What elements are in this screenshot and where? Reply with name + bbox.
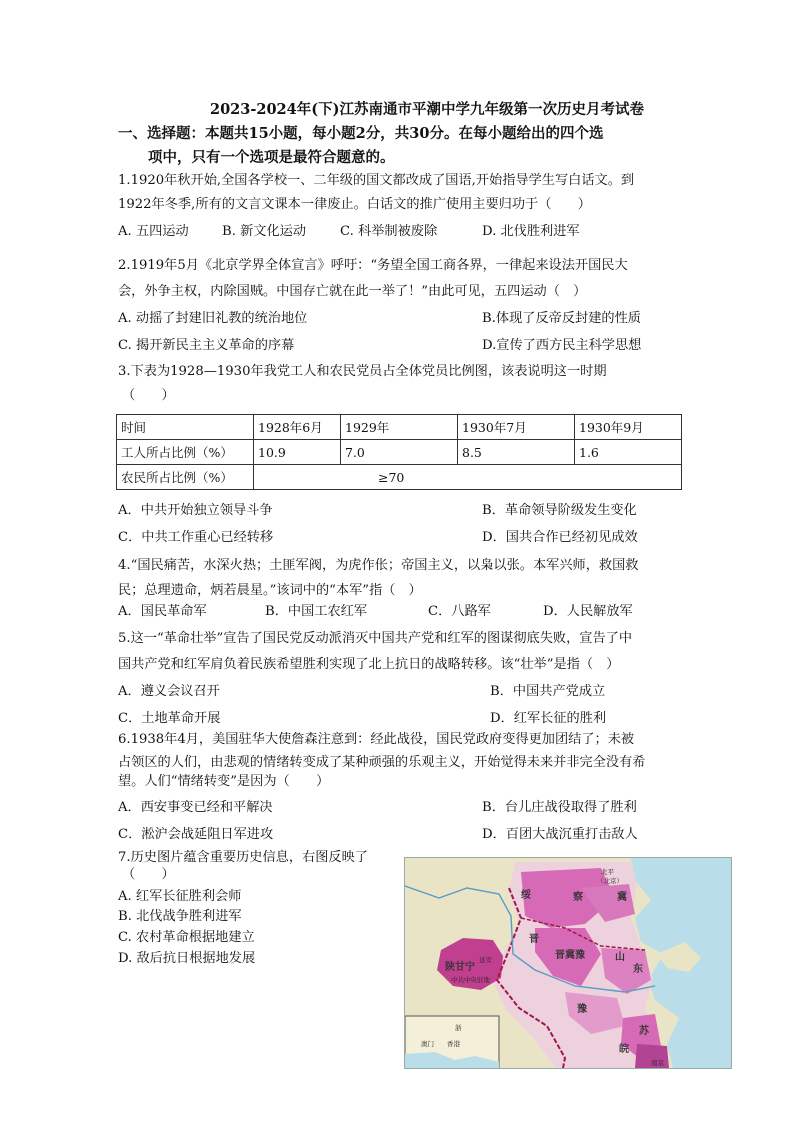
map-label-nanjing: 南京 <box>651 1059 664 1067</box>
q4-stem: 4.“国民痛苦，水深火热；土匪军阀，为虎作伥；帝国主义，以枭以张。本军兴师，救国救 <box>118 558 639 573</box>
table-header-cell: 1930年7月 <box>458 415 575 440</box>
table-row-label: 工人所占比例（%） <box>117 440 254 465</box>
map-label-wan: 皖 <box>619 1044 629 1055</box>
q7-stem: 7.历史图片蕴含重要历史信息，右图反映了 <box>118 850 368 865</box>
table-row-label: 农民所占比例（%） <box>117 465 254 490</box>
map-label-yu: 豫 <box>577 1004 587 1015</box>
q4-option-a[interactable]: A．国民革命军 <box>118 604 207 619</box>
q2-stem-cont: 会，外争主权，内除国贼。中国存亡就在此一举了！”由此可见，五四运动（ ） <box>118 284 587 299</box>
q2-option-b[interactable]: B.体现了反帝反封建的性质 <box>482 311 641 326</box>
table-row <box>117 440 682 465</box>
map-label-dong: 东 <box>633 964 643 975</box>
map-label-su: 苏 <box>639 1026 649 1037</box>
q2-option-c[interactable]: C. 揭开新民主主义革命的序幕 <box>118 338 295 353</box>
map-label-jinjiyu: 晋冀豫 <box>555 950 585 961</box>
q7-stem-cont: （ ） <box>122 867 175 882</box>
q1-stem-cont: 1922年冬季,所有的文言文课本一律废止。白话文的推广使用主要归功于（ ） <box>118 197 591 212</box>
q4-option-c[interactable]: C．八路军 <box>428 604 491 619</box>
q3-option-b[interactable]: B．革命领导阶级发生变化 <box>482 503 637 518</box>
q2-stem: 2.1919年5月《北京学界全体宣言》呼吁：“务望全国工商各界，一律起来设法开国民大 <box>118 258 628 273</box>
map-label-shaan-gan-ning: 陕甘宁 <box>445 962 475 973</box>
q4-stem-cont: 民；总理遗命，炳若晨星。”该词中的“本军”指（ ） <box>118 583 422 598</box>
party-member-table <box>116 414 682 490</box>
table-cell: 8.5 <box>458 440 575 465</box>
q6-option-c[interactable]: C．淞沪会战延阻日军进攻 <box>118 827 274 842</box>
q6-option-d[interactable]: D．百团大战沉重打击敌人 <box>482 827 638 842</box>
map-label-xianggang: 香港 <box>447 1040 460 1048</box>
table-header-cell: 1929年 <box>341 415 458 440</box>
q3-option-d[interactable]: D．国共合作已经初见成效 <box>482 530 638 545</box>
table-header-cell: 1928年6月 <box>254 415 341 440</box>
q5-stem-cont: 国共产党和红军肩负着民族希望胜利实现了北上抗日的战略转移。该“壮举”是指（ ） <box>118 657 620 672</box>
q5-stem: 5.这一“革命壮举”宣告了国民党反动派消灭中国共产党和红军的图谋彻底失败，宣告了中 <box>118 631 632 646</box>
q2-option-a[interactable]: A. 动摇了封建旧礼教的统治地位 <box>118 311 308 326</box>
table-cell: 7.0 <box>341 440 458 465</box>
q3-option-a[interactable]: A．中共开始独立领导斗争 <box>118 503 273 518</box>
map-label-zhe: 浙 <box>455 1024 462 1032</box>
q6-stem: 6.1938年4月，美国驻华大使詹森注意到：经此战役，国民党政府变得更加团结了；未被 <box>118 732 635 747</box>
q3-stem: 3.下表为1928—1930年我党工人和农民党员占全体党员比例图，该表说明这一时期 <box>118 364 607 379</box>
q1-option-b[interactable]: B. 新文化运动 <box>222 224 307 239</box>
q7-option-a[interactable]: A. 红军长征胜利会师 <box>118 889 242 904</box>
q3-stem-cont: （ ） <box>122 388 175 403</box>
map-label-beiping: 北平 <box>601 868 614 876</box>
map-label-jin: 晋 <box>529 934 539 945</box>
table-cell: 1.6 <box>575 440 682 465</box>
q2-option-d[interactable]: D.宣传了西方民主科学思想 <box>482 338 642 353</box>
map-label-shan: 山 <box>615 952 625 963</box>
q4-option-b[interactable]: B．中国工农红军 <box>265 604 368 619</box>
table-cell: 10.9 <box>254 440 341 465</box>
q6-stem-cont: 占领区的人们，由悲观的情绪转变成了某种顽强的乐观主义，开始觉得未来并非完全没有希 <box>118 755 646 770</box>
q5-option-c[interactable]: C．土地革命开展 <box>118 711 221 726</box>
exam-title: 2023-2024年(下)江苏南通市平潮中学九年级第一次历史月考试卷 <box>210 101 644 118</box>
q6-option-b[interactable]: B．台儿庄战役取得了胜利 <box>482 800 637 815</box>
map-label-cha: 察 <box>573 892 583 903</box>
q1-stem: 1.1920年秋开始,全国各学校一、二年级的国文都改成了国语,开始指导学生写白话文。到 <box>118 173 635 188</box>
section-heading-cont: 项中，只有一个选项是最符合题意的。 <box>148 149 395 166</box>
map-label-ji: 冀 <box>617 892 627 903</box>
q7-option-b[interactable]: B. 北伐战争胜利进军 <box>118 909 242 924</box>
q7-option-d[interactable]: D. 敌后抗日根据地发展 <box>118 951 256 966</box>
map-label-beijing: （北京） <box>597 877 623 885</box>
q5-option-b[interactable]: B．中国共产党成立 <box>490 684 606 699</box>
table-header-cell: 时间 <box>117 415 254 440</box>
q1-option-d[interactable]: D. 北伐胜利进军 <box>482 224 580 239</box>
q1-option-c[interactable]: C. 科举制被废除 <box>340 224 438 239</box>
table-cell: ≥70 <box>254 465 682 490</box>
q5-option-a[interactable]: A．遵义会议召开 <box>118 684 220 699</box>
q7-option-c[interactable]: C. 农村革命根据地建立 <box>118 930 255 945</box>
table-row <box>117 465 682 490</box>
base-areas-map <box>404 857 732 1069</box>
map-label-yanan: 延安 <box>479 956 492 964</box>
map-label-sui: 绥 <box>521 890 531 901</box>
section-heading: 一、选择题：本题共15小题，每小题2分，共30分。在每小题给出的四个选 <box>118 125 604 142</box>
q3-option-c[interactable]: C．中共工作重心已经转移 <box>118 530 274 545</box>
q6-stem-cont2: 望。人们“情绪转变”是因为（ ） <box>118 774 330 789</box>
map-image <box>405 858 731 1068</box>
q1-option-a[interactable]: A. 五四运动 <box>118 224 189 239</box>
q4-option-d[interactable]: D．人民解放军 <box>543 604 633 619</box>
table-header-row <box>117 415 682 440</box>
q6-option-a[interactable]: A．西安事变已经和平解决 <box>118 800 273 815</box>
table-header-cell: 1930年9月 <box>575 415 682 440</box>
map-label-ao: 澳门 <box>421 1040 434 1048</box>
map-label-hq: 中共中央驻地 <box>451 976 490 984</box>
q5-option-d[interactable]: D．红军长征的胜利 <box>490 711 607 726</box>
